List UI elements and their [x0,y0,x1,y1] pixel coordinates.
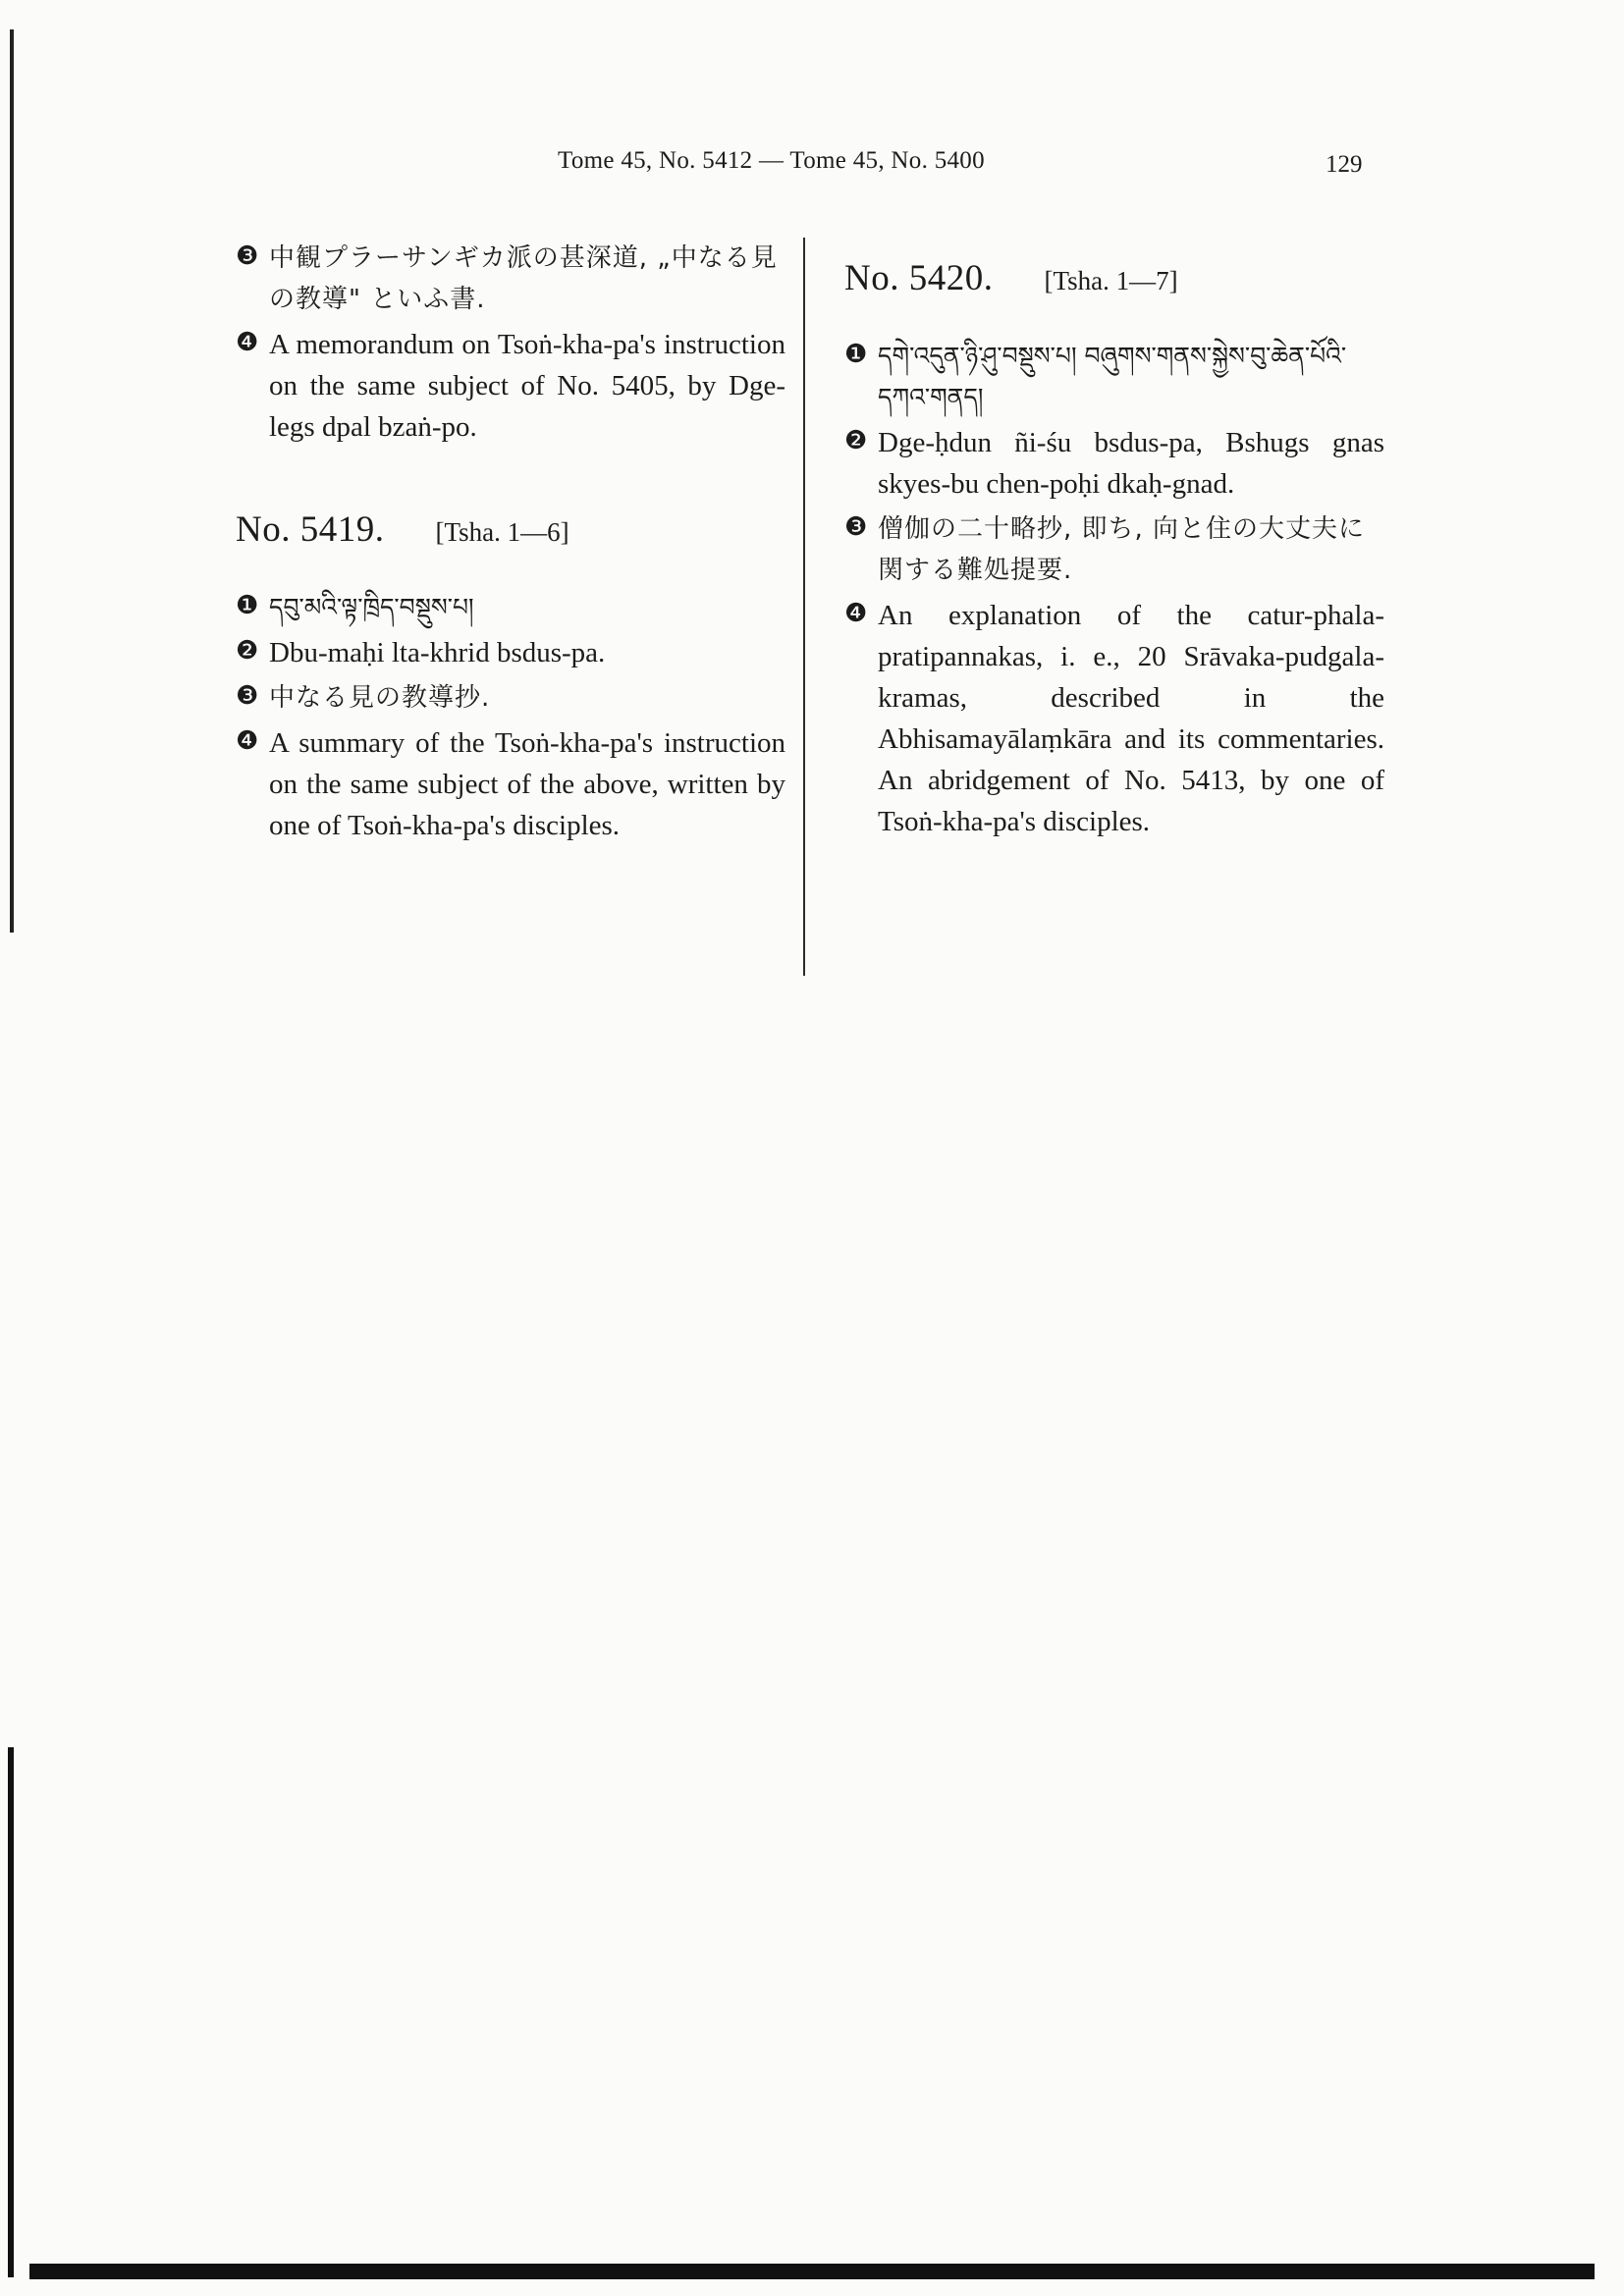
transliteration: Dge-ḥdun ñi-śu bsdus-pa, Bshugs gnas skyes-bu chen-poḥi dkaḥ-gnad. [878,427,1384,500]
list-item [844,508,1384,591]
item-marker-4: ❹ [844,599,868,628]
item-marker-4: ❹ [236,726,259,756]
item-marker-1: ❶ [844,340,868,369]
transliteration: Dbu-maḥi lta-khrid bsdus-pa. [269,637,606,668]
column-divider [803,238,805,976]
entry-number: No. 5420. [844,258,994,298]
entry-heading-5420 [844,257,1384,312]
tibetan-title: དགེ་འདུན་ཉི་ཤུ་བསྡུས་པ། བཞུགས་གནས་སྐྱེས་བུ་ཆེན་པོའི་དཀའ་གནད། [878,342,1347,411]
list-item [236,677,785,719]
list-item [236,324,785,448]
item-marker-3: ❸ [844,512,868,542]
entry-heading-5419 [236,508,785,563]
item-marker-3: ❸ [236,241,259,271]
item-marker-2: ❷ [236,636,259,666]
item-marker-3: ❸ [236,681,259,711]
japanese-title: 中なる見の教導抄. [269,683,491,713]
item-marker-1: ❶ [236,591,259,620]
item-marker-2: ❷ [844,426,868,455]
item-marker-4: ❹ [236,328,259,357]
description: An explanation of the catur-phala-pratipannakas, i. e., 20 Srāvaka-pudgala-kramas, described in the Abhisamayālaṃkāra and its commentaries. An abridgement of No. 5413, by one of Tsoṅ-kha-pa's disciples. [878,600,1384,837]
scan-edge-bottom [8,1747,14,2277]
list-item [236,722,785,846]
list-item [844,595,1384,842]
list-item [236,632,785,673]
japanese-title: 中観プラーサンギカ派の甚深道, „中なる見の教導" といふ書. [269,243,778,314]
japanese-title: 僧伽の二十略抄, 即ち, 向と住の大丈夫に関する難処提要. [878,514,1366,585]
left-column [236,238,785,850]
bottom-rule [29,2264,1595,2279]
right-column [844,257,1384,846]
entry-number: No. 5419. [236,509,385,550]
list-item [844,336,1384,418]
entry-reference: [Tsha. 1—6] [435,517,569,547]
description: A summary of the Tsoṅ-kha-pa's instruction on the same subject of the above, written by one of Tsoṅ-kha-pa's disciples. [269,727,785,841]
page-header [0,147,1624,187]
list-item [844,422,1384,505]
description: A memorandum on Tsoṅ-kha-pa's instruction on the same subject of No. 5405, by Dge-legs dpal bzaṅ-po. [269,329,785,443]
list-item [236,587,785,628]
page-number: 129 [1326,151,1363,178]
entry-reference: [Tsha. 1—7] [1044,266,1178,295]
tibetan-title: དབུ་མའི་ལྟ་ཁྲིད་བསྡུས་པ། [269,593,474,621]
running-head: Tome 45, No. 5412 — Tome 45, No. 5400 [558,147,985,174]
list-item [236,238,785,320]
